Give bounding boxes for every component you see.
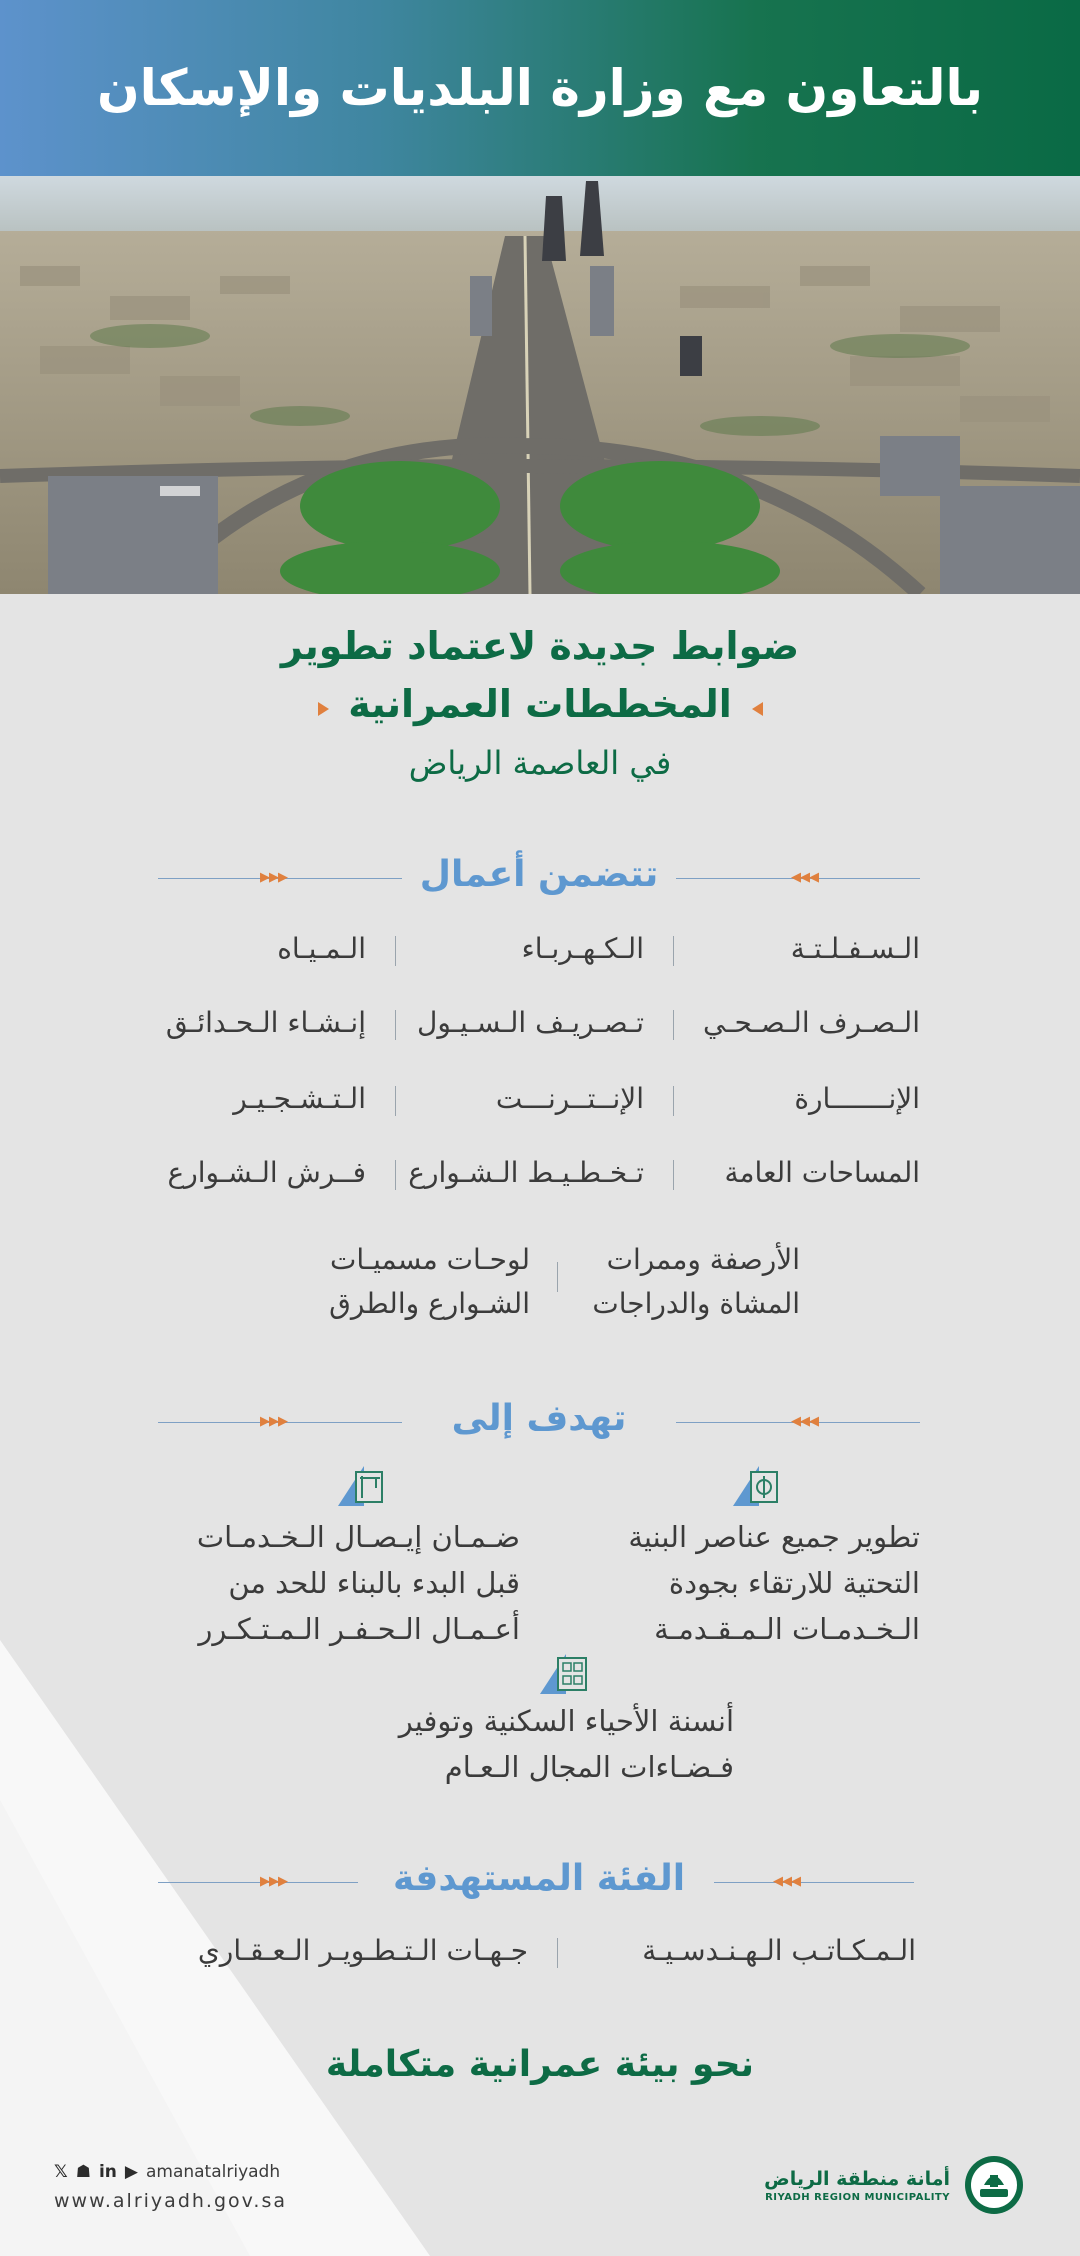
arrows-left-icon: ◀◀◀ <box>791 870 818 885</box>
triangle-left-icon <box>752 702 763 716</box>
title-line-3: في العاصمة الرياض <box>408 744 672 782</box>
work-item-line: لوحـات مسميـات <box>329 1243 530 1276</box>
municipality-name-ar: أمانة منطقة الرياض <box>764 2167 950 2190</box>
work-item: الـصـرف الـصـحـي <box>703 1006 920 1039</box>
neighborhood-icon <box>540 1654 592 1694</box>
goal-2-line: ضـمـان إيـصـال الـخـدمـات <box>196 1520 520 1554</box>
arrows-left-icon: ◀◀◀ <box>791 1414 818 1429</box>
works-row <box>158 1006 920 1050</box>
work-item: إنـشـاء الـحـدائـق <box>165 1006 366 1039</box>
goal-3-line: فـضـاءات المجال الـعـام <box>444 1750 734 1784</box>
separator <box>395 936 396 966</box>
goals-heading-row <box>158 1398 920 1448</box>
footer-social <box>54 2162 287 2212</box>
arrows-left-icon: ◀◀◀ <box>773 1874 800 1889</box>
separator <box>673 1086 674 1116</box>
crane-icon <box>338 1466 390 1506</box>
slogan: نحو بيئة عمرانية متكاملة <box>325 2044 755 2085</box>
goal-3 <box>384 1698 734 1790</box>
target-item: جـهـات الـتـطـويـر الـعـقـاري <box>197 1934 528 1967</box>
target-heading: الفئة المستهدفة <box>392 1858 686 1899</box>
title-line-2: المخططات العمرانية <box>348 682 732 726</box>
separator <box>395 1086 396 1116</box>
website-link[interactable]: www.alriyadh.gov.sa <box>54 2190 287 2212</box>
target-heading-row <box>158 1858 920 1908</box>
header-title: بالتعاون مع وزارة البلديات والإسكان <box>96 59 984 117</box>
goal-3-line: أنسنة الأحياء السكنية وتوفير <box>398 1704 734 1738</box>
work-item: الإنـــــــارة <box>794 1082 920 1115</box>
arrows-right-icon: ▶▶▶ <box>260 1414 287 1429</box>
goal-1-line: الـخـدمـات الـمـقـدمـة <box>654 1612 920 1646</box>
linkedin-icon[interactable]: in <box>98 2162 117 2182</box>
work-item: الـكـهـربـاء <box>521 932 644 965</box>
target-item: الـمـكـاتـب الـهـنـدسـيـة <box>642 1934 916 1967</box>
goal-2 <box>160 1514 520 1652</box>
arrows-right-icon: ▶▶▶ <box>260 870 287 885</box>
work-item: الإنــتــرنـــت <box>495 1082 644 1115</box>
separator <box>673 1010 674 1040</box>
riyadh-skyline-photo <box>0 176 1080 594</box>
infrastructure-icon <box>733 1466 785 1506</box>
target-row <box>158 1934 920 1978</box>
works-row <box>158 1156 920 1200</box>
work-item: المساحات العامة <box>724 1156 920 1189</box>
work-item: الـسـفـلـتـة <box>790 932 920 965</box>
goals-heading: تهدف إلى <box>451 1398 627 1439</box>
works-row <box>158 1082 920 1126</box>
goal-2-line: أعـمـال الـحـفـر الـمـتـكـرر <box>198 1612 520 1646</box>
separator <box>557 1938 558 1968</box>
goal-1-line: تطوير جميع عناصر البنية <box>628 1520 920 1554</box>
municipality-name-en: RIYADH REGION MUNICIPALITY <box>765 2191 950 2203</box>
work-item-street-signs <box>329 1238 530 1326</box>
separator <box>557 1262 558 1292</box>
title-line-1: ضوابط جديدة لاعتماد تطوير <box>280 624 800 668</box>
separator <box>673 936 674 966</box>
municipality-emblem-icon <box>964 2155 1024 2215</box>
work-item: تـصـريـف الـسـيـول <box>417 1006 644 1039</box>
arrows-right-icon: ▶▶▶ <box>260 1874 287 1889</box>
work-item: فــرش الـشـوارع <box>167 1156 366 1189</box>
works-row <box>158 932 920 976</box>
goal-2-line: قبل البدء بالبناء للحد من <box>228 1566 520 1600</box>
goal-1 <box>590 1514 920 1652</box>
x-icon[interactable]: 𝕏 <box>54 2162 68 2182</box>
separator <box>395 1160 396 1190</box>
work-item: تـخـطـيـط الـشـوارع <box>408 1156 644 1189</box>
youtube-icon[interactable]: ▶ <box>124 2162 138 2182</box>
works-heading: تتضمن أعمال <box>419 854 659 895</box>
work-item-line: المشاة والدراجات <box>592 1287 800 1320</box>
work-item-line: الأرصفة وممرات <box>606 1243 800 1276</box>
goal-1-line: التحتية للارتقاء بجودة <box>668 1566 920 1600</box>
municipality-logo <box>764 2155 1024 2215</box>
work-item: الـمـيـاه <box>277 932 366 965</box>
separator <box>673 1160 674 1190</box>
triangle-right-icon <box>318 702 329 716</box>
work-item-sidewalks <box>592 1238 800 1326</box>
social-handle[interactable]: amanatalriyadh <box>145 2162 281 2182</box>
work-item: الـتـشـجـيـر <box>233 1082 366 1115</box>
header-banner <box>0 0 1080 176</box>
snapchat-icon[interactable]: ☗ <box>75 2162 91 2182</box>
separator <box>395 1010 396 1040</box>
work-item-line: الشـوارع والطرق <box>329 1287 530 1320</box>
works-heading-row <box>158 854 920 904</box>
